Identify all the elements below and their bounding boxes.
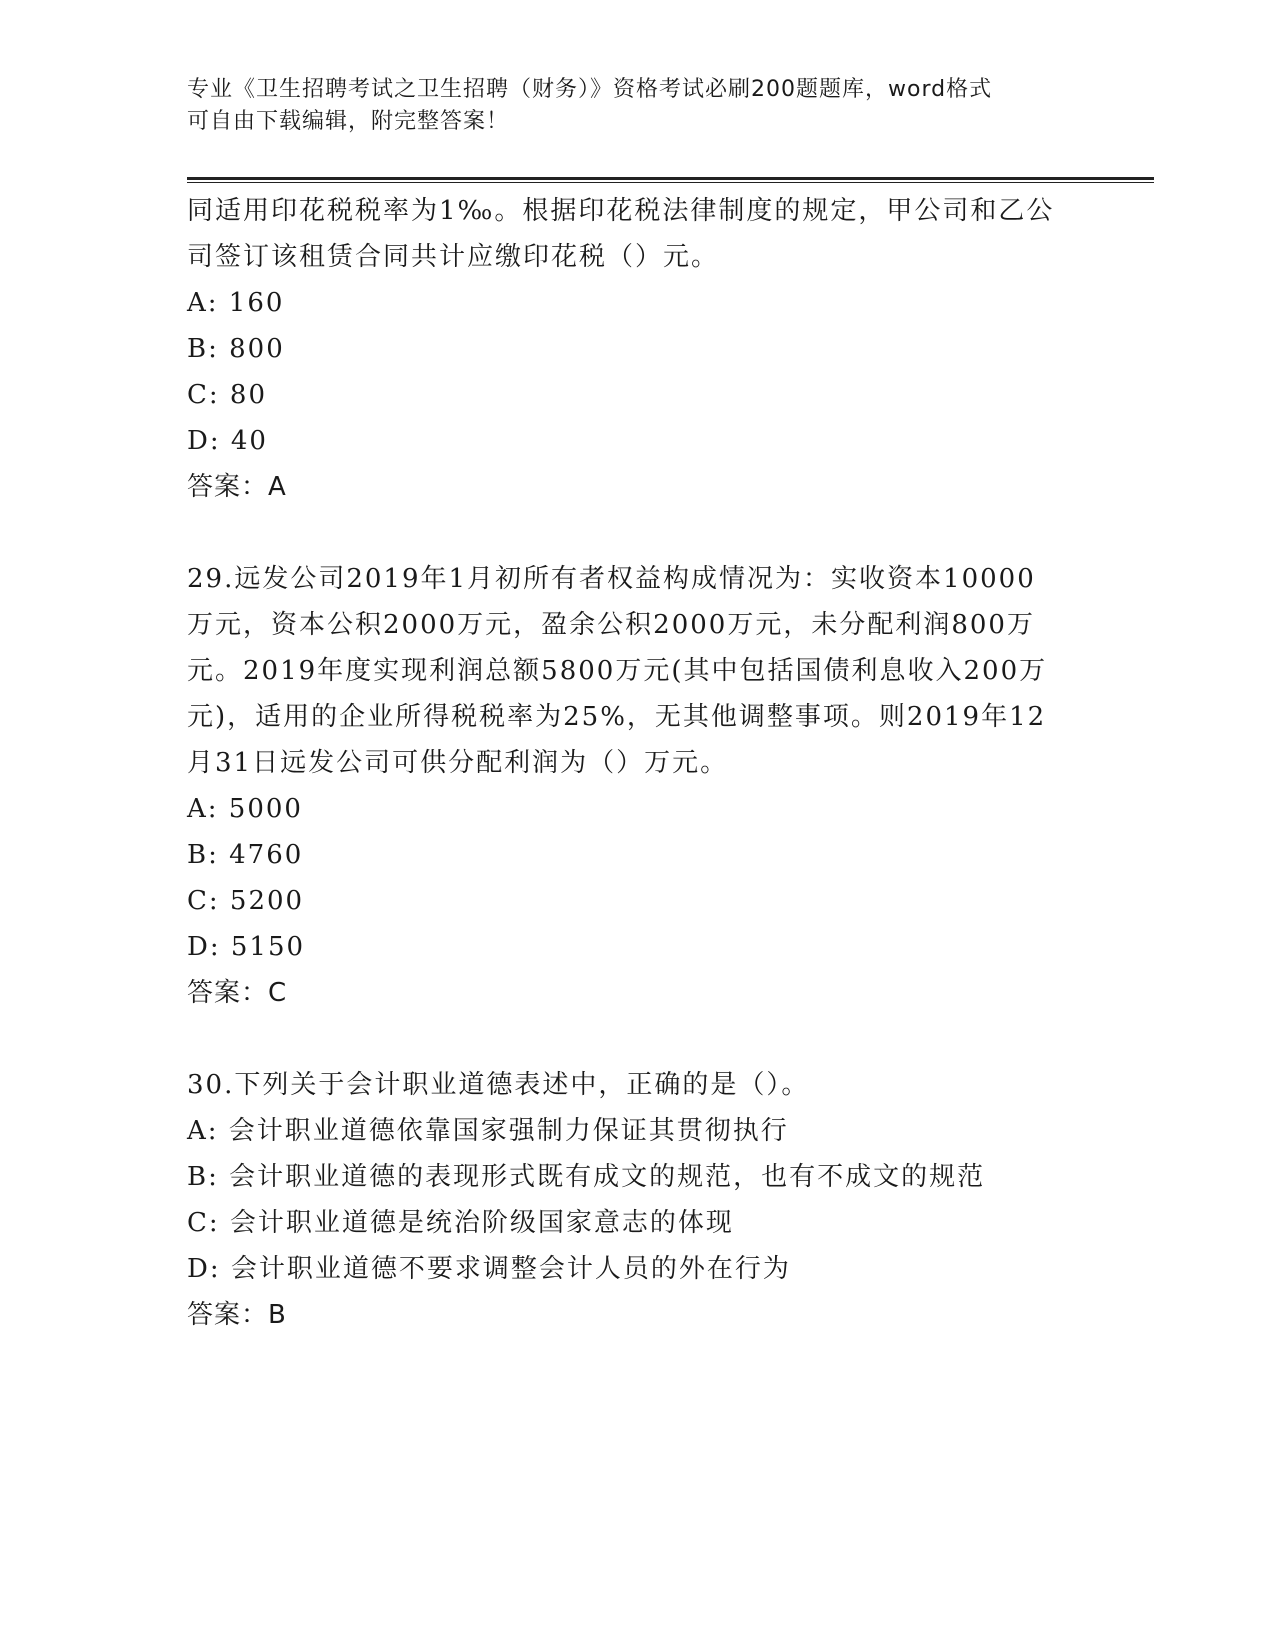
- question-text: 29.远发公司2019年1月初所有者权益构成情况为：实收资本10000: [187, 564, 1036, 594]
- option-d: D: 会计职业道德不要求调整会计人员的外在行为: [187, 1254, 791, 1284]
- question-28: [187, 188, 1087, 510]
- answer: 答案：B: [187, 1300, 287, 1330]
- option-b: B: 800: [187, 334, 285, 364]
- option-c: C: 80: [187, 380, 268, 410]
- question-text: 元。2019年度实现利润总额5800万元(其中包括国债利息收入200万: [187, 656, 1048, 686]
- option-c: C: 会计职业道德是统治阶级国家意志的体现: [187, 1208, 734, 1238]
- option-b: B: 会计职业道德的表现形式既有成文的规范，也有不成文的规范: [187, 1162, 986, 1192]
- spacer: [187, 510, 1087, 556]
- question-text: 万元，资本公积2000万元，盈余公积2000万元，未分配利润800万: [187, 610, 1035, 640]
- option-a: A: 5000: [187, 794, 303, 824]
- question-text: 月31日远发公司可供分配利润为（）万元。: [187, 748, 729, 778]
- option-c: C: 5200: [187, 886, 305, 916]
- option-b: B: 4760: [187, 840, 304, 870]
- option-d: D: 5150: [187, 932, 306, 962]
- option-a: A: 会计职业道德依靠国家强制力保证其贯彻执行: [187, 1116, 789, 1146]
- header-rule-thick: [187, 177, 1154, 180]
- question-text: 元)，适用的企业所得税税率为25%，无其他调整事项。则2019年12: [187, 702, 1047, 732]
- question-30: [187, 1062, 1087, 1338]
- header-line-1: 专业《卫生招聘考试之卫生招聘（财务）》资格考试必刷200题题库，word格式: [187, 77, 993, 102]
- question-text: 同适用印花税税率为1‰。根据印花税法律制度的规定，甲公司和乙公: [187, 196, 1055, 226]
- question-29: [187, 556, 1087, 1016]
- header-rule-thin: [187, 182, 1154, 183]
- option-a: A: 160: [187, 288, 285, 318]
- header-line-2: 可自由下载编辑，附完整答案！: [187, 109, 510, 134]
- question-text: 司签订该租赁合同共计应缴印花税（）元。: [187, 242, 720, 272]
- document-body: [187, 188, 1087, 1338]
- question-text: 30.下列关于会计职业道德表述中，正确的是（）。: [187, 1070, 810, 1100]
- answer: 答案：C: [187, 978, 288, 1008]
- answer: 答案：A: [187, 472, 287, 502]
- document-header: [187, 74, 1067, 138]
- spacer: [187, 1016, 1087, 1062]
- option-d: D: 40: [187, 426, 268, 456]
